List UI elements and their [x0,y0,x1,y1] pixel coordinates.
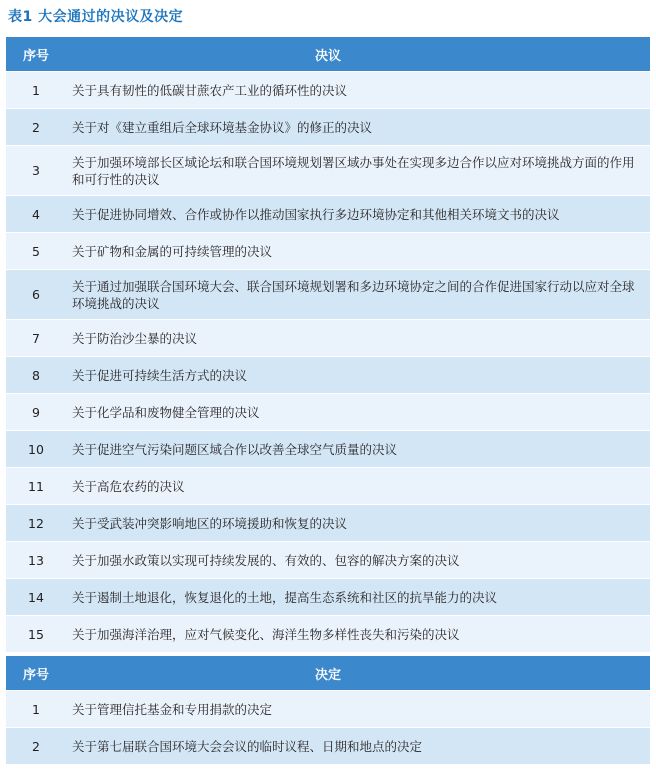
row-number: 15 [28,626,44,642]
row-text: 关于矿物和金属的可持续管理的决议 [72,243,273,259]
table-row [6,505,650,542]
row-text: 关于高危农药的决议 [72,478,185,494]
table-row [6,691,650,728]
decisions-header [6,656,650,691]
header-number: 序号 [22,667,49,683]
table-row [6,728,650,765]
row-number: 13 [28,552,44,568]
table-row [6,431,650,468]
header-resolution: 决议 [314,48,341,64]
table-row [6,616,650,653]
table-row [6,72,650,109]
row-text: 关于第七届联合国环境大会会议的临时议程、日期和地点的决定 [72,738,423,754]
row-text: 关于加强海洋治理，应对气候变化、海洋生物多样性丧失和污染的决议 [72,626,460,642]
header-decision: 决定 [314,667,341,683]
header-number: 序号 [22,48,49,64]
row-number: 14 [28,589,44,605]
table-caption: 表1 大会通过的决议及决定 [8,9,184,25]
table-row [6,468,650,505]
table-row [6,233,650,270]
table-row [6,320,650,357]
table-row [6,196,650,233]
row-text: 关于管理信托基金和专用捐款的决定 [72,701,273,717]
table-row [6,579,650,616]
table-row [6,394,650,431]
table-row [6,146,650,196]
resolutions-header [6,37,650,72]
table-row [6,109,650,146]
row-number: 1 [32,701,40,717]
row-number: 1 [32,82,40,98]
resolutions-table [6,37,650,765]
row-text: 关于对《建立重组后全球环境基金协议》的修正的决议 [72,119,373,135]
row-text: 关于通过加强联合国环境大会、联合国环境规划署和多边环境协定之间的合作促进国家行动以应对全球环境挑战的决议 [72,278,635,311]
row-text: 关于加强环境部长区域论坛和联合国环境规划署区域办事处在实现多边合作以应对环境挑战方面的作用和可行性的决议 [72,154,635,187]
row-number: 8 [32,367,40,383]
row-text: 关于化学品和废物健全管理的决议 [72,404,260,420]
row-number: 5 [32,243,40,259]
row-number: 6 [32,287,40,302]
row-number: 11 [28,478,44,494]
row-text: 关于加强水政策以实现可持续发展的、有效的、包容的解决方案的决议 [72,552,460,568]
row-text: 关于具有韧性的低碳甘蔗农产工业的循环性的决议 [72,82,348,98]
row-text: 关于促进可持续生活方式的决议 [72,367,248,383]
row-text: 关于遏制土地退化，恢复退化的土地，提高生态系统和社区的抗旱能力的决议 [72,589,498,605]
row-number: 10 [28,441,44,457]
row-number: 3 [32,163,40,178]
row-text: 关于促进协同增效、合作或协作以推动国家执行多边环境协定和其他相关环境文书的决议 [72,206,560,222]
row-number: 2 [32,119,40,135]
row-text: 关于促进空气污染问题区域合作以改善全球空气质量的决议 [72,441,398,457]
row-number: 2 [32,738,40,754]
row-number: 12 [28,515,44,531]
table-row [6,270,650,320]
row-number: 9 [32,404,40,420]
row-number: 7 [32,330,40,346]
table-row [6,542,650,579]
row-text: 关于防治沙尘暴的决议 [72,330,198,346]
row-number: 4 [32,206,40,222]
table-row [6,357,650,394]
row-text: 关于受武装冲突影响地区的环境援助和恢复的决议 [72,515,348,531]
